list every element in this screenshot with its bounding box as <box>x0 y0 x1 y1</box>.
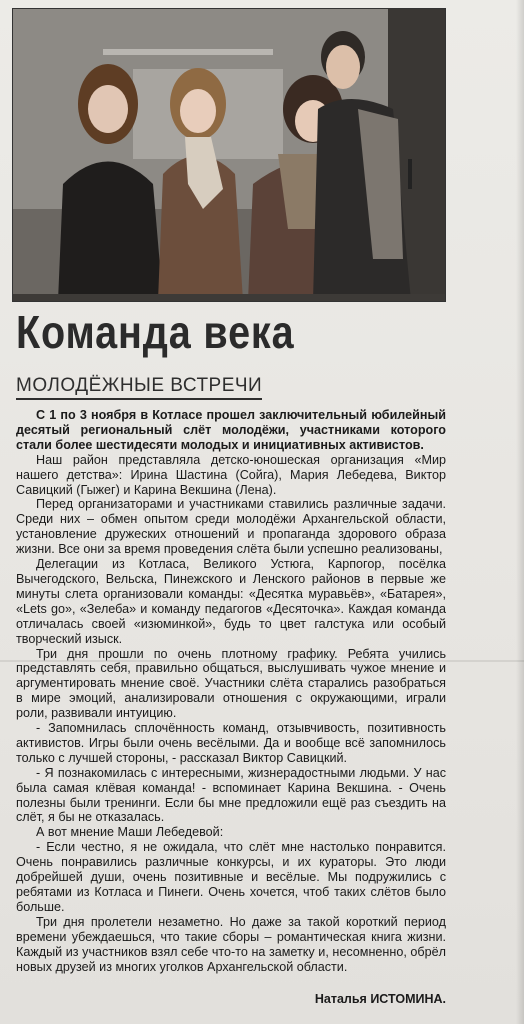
article-lead-paragraph: С 1 по 3 ноября в Котласе прошел заключительный юбилейный десятый региональный слёт молодёжи, участниками которого стали более шестидесяти молодых и инициативных активистов. <box>16 408 446 452</box>
article-quote-paragraph: - Если честно, я не ожидала, что слёт мне настолько понравится. Очень понравились различные конкурсы, и их кураторы. Это люди добрейшей души, очень позитивные и весёлые. Мы подружились с ребятами из Котласа и Пинеги. Очень хочется, чтоб таких слётов было больше. <box>16 840 446 914</box>
article-paragraph: Перед организаторами и участниками ставились различные задачи. Среди них – обмен опытом среди молодёжи Архангельской области, установление дружеских отношений и пропаганда здорового образа жизни. Все они за время проведения слёта были успешно реализованы, <box>16 497 446 557</box>
article-quote-paragraph: - Запомнилась сплочённость команд, отзывчивость, позитивность активистов. Игры были очень весёлыми. Да и вообще всё запомнилось только с лучшей стороны, - рассказал Виктор Савицкий. <box>16 721 446 765</box>
article-paragraph: А вот мнение Маши Лебедевой: <box>36 825 224 840</box>
article-rubric: МОЛОДЁЖНЫЕ ВСТРЕЧИ <box>16 375 262 400</box>
group-photo-illustration <box>13 9 445 301</box>
scan-edge-shadow <box>516 0 524 1024</box>
article-paragraph: Три дня пролетели незаметно. Но даже за такой короткий период времени убеждаешься, что такие сборы – романтическая книга жизни. Каждый из участников взял себе что-то на заметку и, несомненно, обрёл новых друзей из многих уголков Архангельской области. <box>16 914 446 974</box>
article-body <box>16 408 446 974</box>
article-signature: Наталья ИСТОМИНА. <box>314 992 446 1006</box>
article-paragraph: Наш район представляла детско-юношеская организация «Мир нашего детства»: Ирина Шастина (Сойга), Мария Лебедева, Виктор Савицкий (Гыжег) и Карина Векшина (Лена). <box>16 452 446 497</box>
paper-fold-line <box>0 660 524 662</box>
article-headline: Команда века <box>16 306 295 358</box>
group-photo <box>12 8 446 302</box>
article-paragraph: Делегации из Котласа, Великого Устюга, Карпогор, посёлка Вычегодского, Вельска, Пинежского и Ленского районов в первые же минуты слета организовали команды: «Десятка муравьёв», «Батарея», «Lets go», «Зелеба» и команду педагогов «Десяточка». Каждая команда отличалась своей «изюминкой», будь то цвет галстука или особый творческий изыск. <box>16 557 446 646</box>
article-quote-paragraph: - Я познакомилась с интересными, жизнерадостными людьми. У нас была самая клёвая команда! - вспоминает Карина Векшина. - Очень полезны были тренинги. Если бы мне предложили ещё раз съездить на слёт, я бы не отказалась. <box>16 765 446 825</box>
article-paragraph: Три дня прошли по очень плотному графику. Ребята учились представлять себя, правильно общаться, выслушивать чужое мнение и аргументировать мнение своё. Участники слёта старались разобраться в мире эмоций, анализировали отношения с окружающими, играли роли, развивали интуицию. <box>16 646 446 721</box>
